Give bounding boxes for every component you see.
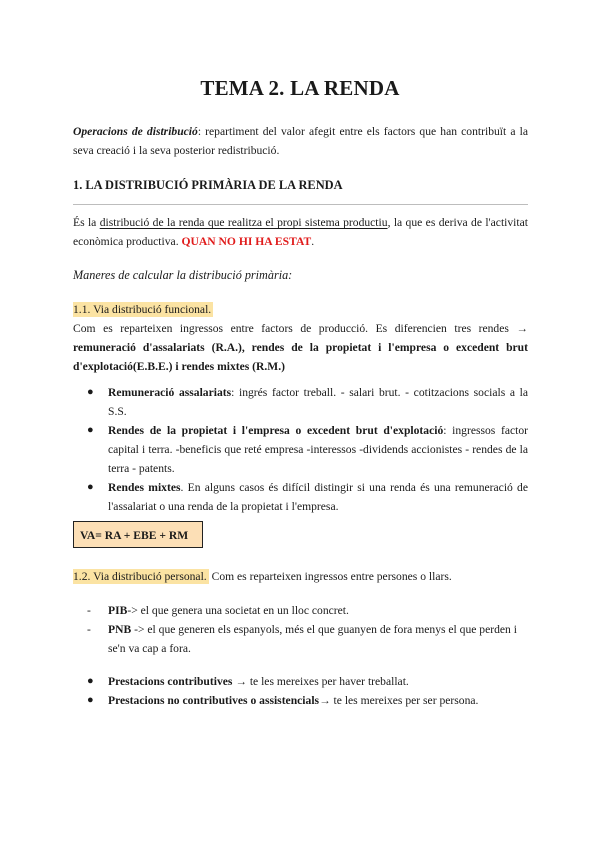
- intro-line-1: [73, 122, 528, 141]
- section1-subtitle: Maneres de calcular la distribució primària:: [73, 268, 293, 282]
- intro-line-2: seva creació i la seva posterior redistribució.: [73, 144, 280, 157]
- bullet-text: : ingressos factor capital i terra. -beneficis que reté empresa -interessos -dividends accionistes - rendes de la terra - patents.: [108, 424, 528, 475]
- bullet-icon: ●: [87, 694, 94, 706]
- bullet-term: Prestacions no contributives o assistencials: [108, 694, 320, 707]
- list-item: [73, 672, 528, 691]
- section11-line-2: remuneració d'assalariats (R.A.), rendes de la propietat i l'empresa o excedent brut: [73, 341, 528, 354]
- dash-text: -> el que generen els espanyols, més el que guanyen de fora menys el que perden i se'n va cap a fora.: [108, 623, 517, 655]
- section12-text: Com es reparteixen ingressos entre persones o llars.: [208, 570, 452, 583]
- bullet-term: Rendes de la propietat i l'empresa o excedent brut d'explotació: [108, 424, 444, 437]
- section1-text-start: És la: [73, 216, 100, 229]
- formula-box: VA= RA + EBE + RM: [73, 521, 203, 548]
- highlighted-heading-1-1: 1.1. Via distribució funcional.: [73, 303, 212, 316]
- list-item: [73, 383, 528, 421]
- highlight-red-text: QUAN NO HI HA ESTAT: [181, 235, 312, 248]
- bullet-text: : ingrés factor treball. - salari brut. - cotitzacions socials a la S.S.: [108, 386, 528, 418]
- section1-text-line2: econòmica productiva.: [73, 235, 182, 248]
- section1-text-end: .: [311, 235, 315, 248]
- highlighted-heading-1-2: 1.2. Via distribució personal.: [73, 570, 207, 583]
- dash-term: PNB: [108, 623, 132, 636]
- bullet-icon: ●: [87, 386, 94, 398]
- section11-line-3: d'explotació(E.B.E.) i rendes mixtes (R.M.): [73, 360, 285, 373]
- list-item: [73, 478, 528, 516]
- bullet-text: → te les mereixes per haver treballat.: [232, 675, 409, 688]
- section1-line-1: [73, 213, 528, 232]
- section11-line-1: Com es reparteixen ingressos entre factors de producció. Es diferencien tres rendes →: [73, 322, 528, 335]
- underlined-definition: distribució de la renda que realitza el propi sistema productiu: [99, 216, 388, 229]
- intro-paragraph: [73, 122, 528, 160]
- section1-paragraph: [73, 213, 528, 251]
- section-divider: [73, 204, 528, 205]
- intro-term: Operacions de distribució: [73, 125, 198, 138]
- dash-term: PIB: [108, 604, 128, 617]
- bullet-term: Remuneració assalariats: [108, 386, 232, 399]
- section11-paragraph: [73, 319, 528, 376]
- dash-marker: -: [87, 623, 91, 636]
- list-item: [73, 620, 528, 658]
- bullet-icon: ●: [87, 675, 94, 687]
- bullet-text: . En alguns casos és difícil distingir si una renda és una remuneració de l'assalariat o una renda de la propietat i l'empresa.: [108, 481, 529, 513]
- list-item: [73, 421, 528, 478]
- list-item: [73, 691, 528, 710]
- intro-text-1: : repartiment del valor afegit entre els factors que han contribuït a la: [197, 125, 528, 138]
- section12-bullet-list: [73, 672, 528, 710]
- bullet-text: → te les mereixes per ser persona.: [319, 694, 479, 707]
- bullet-term: Prestacions contributives: [108, 675, 233, 688]
- section1-line-2: [73, 232, 528, 251]
- section-heading-1-2: [73, 567, 528, 586]
- section-heading-1: 1. LA DISTRIBUCIÓ PRIMÀRIA DE LA RENDA: [73, 178, 343, 192]
- section1-text-rest: , la que es deriva de l'activitat: [387, 216, 528, 229]
- bullet-term: Rendes mixtes: [108, 481, 181, 494]
- section11-bullet-list: [73, 383, 528, 516]
- list-item: [73, 601, 528, 620]
- bullet-icon: ●: [87, 424, 94, 436]
- dash-marker: -: [87, 604, 91, 617]
- bullet-icon: ●: [87, 481, 94, 493]
- dash-text: -> el que genera una societat en un lloc concret.: [127, 604, 349, 617]
- section12-dash-list: [73, 601, 528, 658]
- page-title: TEMA 2. LA RENDA: [200, 76, 400, 100]
- section-heading-1-1: [73, 300, 213, 319]
